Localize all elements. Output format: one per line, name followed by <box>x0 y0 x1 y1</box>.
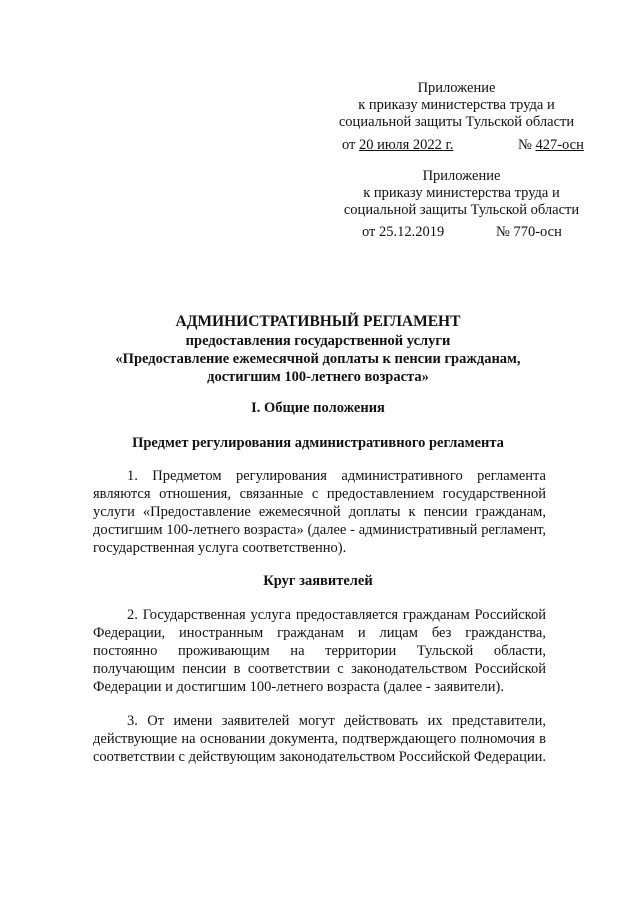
order-date-previous: от 25.12.2019 <box>362 224 445 240</box>
attachment-label: Приложение <box>422 168 501 184</box>
attachment-order-ref: к приказу министерства труда и <box>358 97 555 113</box>
title-line-3: «Предоставление ежемесячной доплаты к пенсии гражданам, <box>115 351 521 367</box>
title-line-4: достигшим 100-летнего возраста» <box>207 369 429 385</box>
paragraph-3: 3. От имени заявителей могут действовать их представители, действующие на основании документа, подтверждающего полномочия в соответствии с действующим законодательством Российской Федерации. <box>93 713 546 765</box>
attachment-ministry: социальной защиты Тульской области <box>338 114 575 130</box>
title-main: АДМИНИСТРАТИВНЫЙ РЕГЛАМЕНТ <box>175 313 461 330</box>
subsection-heading-subject: Предмет регулирования административного регламента <box>132 435 504 451</box>
order-date-current: от 20 июля 2022 г. <box>342 137 454 153</box>
attachment-order-ref: к приказу министерства труда и <box>363 185 560 201</box>
section-heading-general: I. Общие положения <box>251 400 385 416</box>
order-number-current: № 427-осн <box>518 137 584 153</box>
order-number-value: 427-осн <box>535 137 584 153</box>
attachment-current <box>325 80 588 131</box>
paragraph-1: 1. Предметом регулирования административного регламента являются отношения, связанные с предоставлением государственной услуги «Предоставление ежемесячной доплаты к пенсии гражданам, достигшим 100-летнего возраста» (далее - административный регламент, государственная услуга соответственно). <box>93 468 546 556</box>
order-date-value: 20 июля 2022 г. <box>359 137 454 153</box>
subsection-heading-applicants: Круг заявителей <box>263 573 373 589</box>
title-line-2: предоставления государственной услуги <box>185 333 451 349</box>
attachment-ministry: социальной защиты Тульской области <box>343 202 580 218</box>
attachment-label: Приложение <box>417 80 496 96</box>
order-number-previous: № 770-осн <box>496 224 562 240</box>
paragraph-2: 2. Государственная услуга предоставляется гражданам Российской Федерации, иностранным гражданам и лицам без гражданства, постоянно проживающим на территории Тульской области, получающим пенсии в соответствии с законодательством Российской Федерации и достигшим 100-летнего возраста (далее - заявители). <box>93 607 546 695</box>
document-title <box>93 312 543 386</box>
attachment-previous <box>330 168 593 219</box>
